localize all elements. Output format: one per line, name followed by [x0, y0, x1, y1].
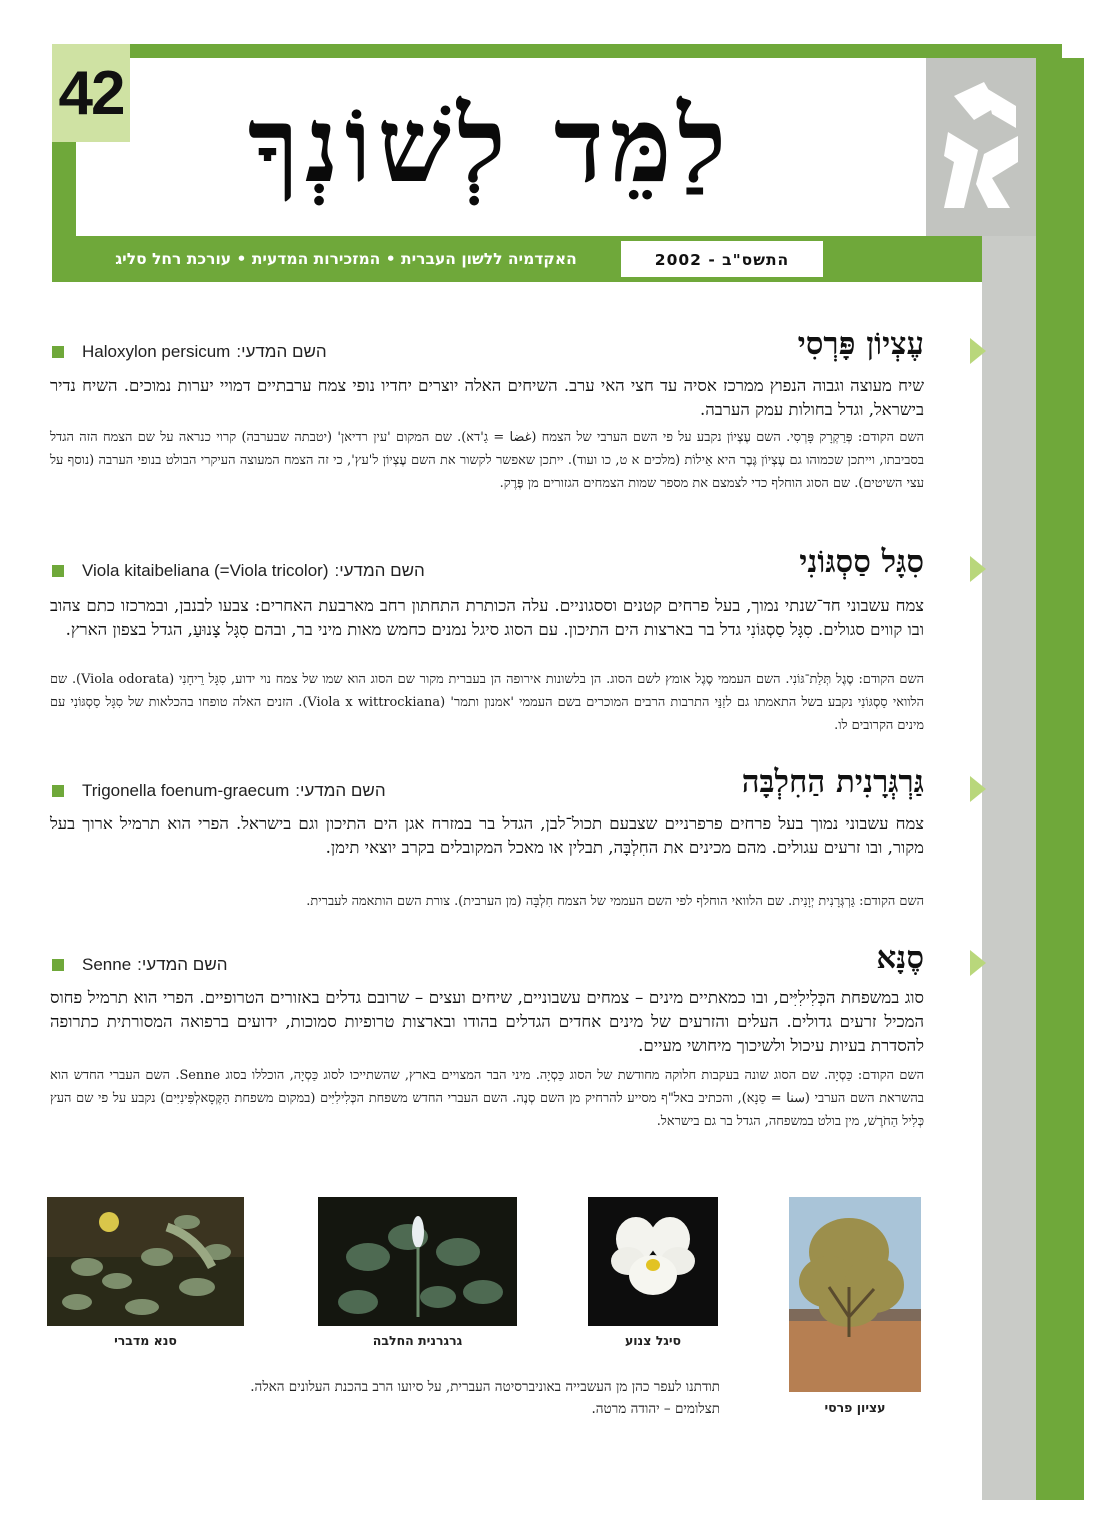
entry-body-trigonella: צמח עשבוני נמוך בעל פרחים פרפרניים שצבעם תכול־לבן, הגדל בר במזרח אגן הים התיכון וגם בישראל. הפרי הוא תרמיל ארוך בעל מקור, ובו זרעים עגולים. מהם מכינים את החִלְבָּה, תבלין או מאכל המקובלים בקרב יוצאי תימן. — [50, 814, 924, 857]
photo-credits — [46, 1376, 720, 1420]
bullet-square-icon — [52, 346, 64, 358]
photo-trigonella — [318, 1197, 517, 1326]
entry-note-senna: השם הקודם: כַּסְיָה. שם הסוג שונה בעקבות חלוקה מחודשת של הסוג כַּסְיָה. מיני הבר המצויים בארץ, שהשתייכו לסוג כַּסְיָה, הוכללו בסוג Senne. השם העברי החדש הוא בהשראת השם הערבי (سنا = סַנָא), והכתיב באל"ף מסייע להרחיק מן השם סְנֶה. השם העברי החדש משפחת הכְּלִילִיִּים (במקום משפחת הַקֶּסָאלְפִּינִיִּים) נקבע על פי שם העץ כְּלִיל הַחֹרֶשׁ, מין בולט במשפחה, הגדל בר גם בישראל. — [50, 1068, 924, 1129]
entry-sci-trigonella — [52, 781, 386, 801]
caption-haloxylon: עציון פרסי — [824, 1400, 886, 1415]
entry-body-senna: סוג במשפחת הכְּלִילִיִּים, ובו כמאתיים מינים – צמחים עשבוניים, שיחים ועצים – שרובם גדלים באזורים הטרופיים. הפרי הוא תרמיל פחוס המכיל זרעים גדולים. העלים והזרעים של מינים אחדים הגדלים בהודו ובארצות טרופיות סמוכות, ידועים ברפואה המסורתית כתרופה להסדרת בעיות עיכול ולשיכוך מיחושי מעיים. — [50, 988, 924, 1055]
entry-3-arrow-icon — [970, 776, 986, 802]
entry-sci-haloxylon — [52, 342, 327, 362]
entry-body-haloxylon: שיח מעוצה וגבוה הנפוץ ממרכז אסיה עד חצי האי ערב. השיחים האלה יוצרים יחדיו נופי צמח ערבתיים דמויי יערות נמוכים. השיח נדיר בישראל, וגדל בחולות עמק הערבה. — [50, 376, 924, 419]
caption-trigonella: גרגרנית החלבה — [372, 1333, 463, 1348]
sci-name: Viola kitaibeliana (=Viola tricolor) — [82, 561, 329, 580]
bullet-square-icon — [52, 785, 64, 797]
entry-sci-viola — [52, 561, 425, 581]
caption-senna: סנא מדברי — [114, 1333, 177, 1348]
publishers-line: האקדמיה ללשון העברית • המזכירות המדעית • עורכת רחל סליג — [115, 250, 577, 268]
bullet-square-icon — [52, 959, 64, 971]
photo-haloxylon-image — [789, 1197, 921, 1392]
photo-trigonella-image — [318, 1197, 517, 1326]
page-title: לַמֵּד לְשׁוֹנְךָ — [247, 83, 733, 206]
sci-label: השם המדעי: — [236, 342, 327, 361]
credits-line-1: תודתנו לעפר כהן מן העשבייה באוניברסיטה העברית, על סיועו הרב בהכנת העלונים האלה. — [250, 1379, 720, 1395]
sci-label: השם המדעי: — [334, 561, 425, 580]
sci-name: Senne — [82, 955, 132, 974]
entry-title-senna: סֶנָּא — [876, 940, 924, 976]
entry-sci-senna — [52, 955, 228, 975]
credits-line-2: תצלומים – יהודה מרטה. — [591, 1401, 720, 1417]
entry-title-trigonella: גַּרְגְּרָנִית הַחִלְבָּה — [741, 764, 924, 800]
right-grey-stripe — [982, 236, 1036, 1500]
sci-label: השם המדעי: — [137, 955, 228, 974]
entry-4-arrow-icon — [970, 950, 986, 976]
academy-logo-icon — [926, 58, 1036, 236]
sci-label: השם המדעי: — [295, 781, 386, 800]
entry-body-viola: צמח עשבוני חד־שנתי נמוך, בעל פרחים קטנים וססגוניים. עלה הכותרת התחתון רחב מארבעת האחרים: צבעו לבנבן, ובמרכזו כתם צהוב ובו קווים סגולים. סִגָּל סַסְגּוֹנִי גדל בר בארצות הים התיכון. עם הסוג סיגל נמנים כחמש מאות מיני בר, ובהם סִגָּל צָנוּעַ, הגדל בצפון הארץ. — [50, 596, 924, 639]
entry-1-arrow-icon — [970, 338, 986, 364]
year-label: התשס"ב - 2002 — [620, 240, 824, 278]
entry-2-arrow-icon — [970, 556, 986, 582]
bullet-square-icon — [52, 565, 64, 577]
academy-logo — [926, 58, 1036, 236]
issue-number: 42 — [52, 44, 130, 142]
photo-senna — [47, 1197, 244, 1326]
right-green-stripe — [1036, 58, 1084, 1500]
photo-haloxylon — [789, 1197, 921, 1392]
photo-senna-image — [47, 1197, 244, 1326]
entry-note-trigonella: השם הקודם: גַּרְגְּרָנִית יְוָנִית. שם הלוואי הוחלף לפי השם העממי של הצמח חִלְבָּה (מן הערבית). צורת השם הותאמה לעברית. — [306, 894, 924, 909]
sci-name: Haloxylon persicum — [82, 342, 231, 361]
entry-note-haloxylon: השם הקודם: פְּרַקְרָק פָּרְסִי. השם עֶצְיוֹן נקבע על פי השם הערבי של הצמח (غضا = גַ'דא). שם המקום 'עין רדיאן' (יטבתה שבערבה) קרוי כנראה על שם הצמח הזה הגדל בסביבתו, וייתכן שכמוהו גם עֶצְיוֹן גֶּבֶר היא אֵילוֹת (מלכים א ט, כו ועוד). ייתכן שאפשר לקשור את השם עֶצְיוֹן ל'עץ', כי זה הצמח המעוצה העיקרי הבולט בנופי הערבה (נוסף על עצי השיטים). שם הסוג הוחלף כדי לצמצם את מספר שמות הצמחים הגזורים מן פֶּרֶק. — [50, 430, 924, 491]
entry-title-haloxylon: עֶצְיוֹן פָּרְסִי — [797, 326, 924, 362]
photo-viola — [588, 1197, 718, 1326]
sci-name: Trigonella foenum-graecum — [82, 781, 290, 800]
entry-title-viola: סִגָּל סַסְגּוֹנִי — [799, 544, 924, 580]
caption-viola: סיגל צנוע — [624, 1333, 682, 1348]
photo-viola-image — [588, 1197, 718, 1326]
header-top-bar — [52, 44, 1062, 58]
entry-note-viola: השם הקודם: סֶגֶל תְּלַת־גּוֹנִי. השם העממי סֶגֶל אומץ לשם הסוג. הן בלשונות אירופה הן בעברית מקור שם הסוג הוא שמו של צמח נוי ידוע, סִגָּל רֵיחָנִי (Viola odorata). שם הלוואי סַסְגּוֹנִי נקבע בשל התאמתו גם לזַנֵּי התרבות הרבים המוכרים בשם העממי 'אמנון ותמר' (Viola x wittrockiana). הזנים האלה טופחו בהכלאות של סִגָּל סַסְגּוֹנִי עם מינים הקרובים לו. — [50, 672, 925, 733]
